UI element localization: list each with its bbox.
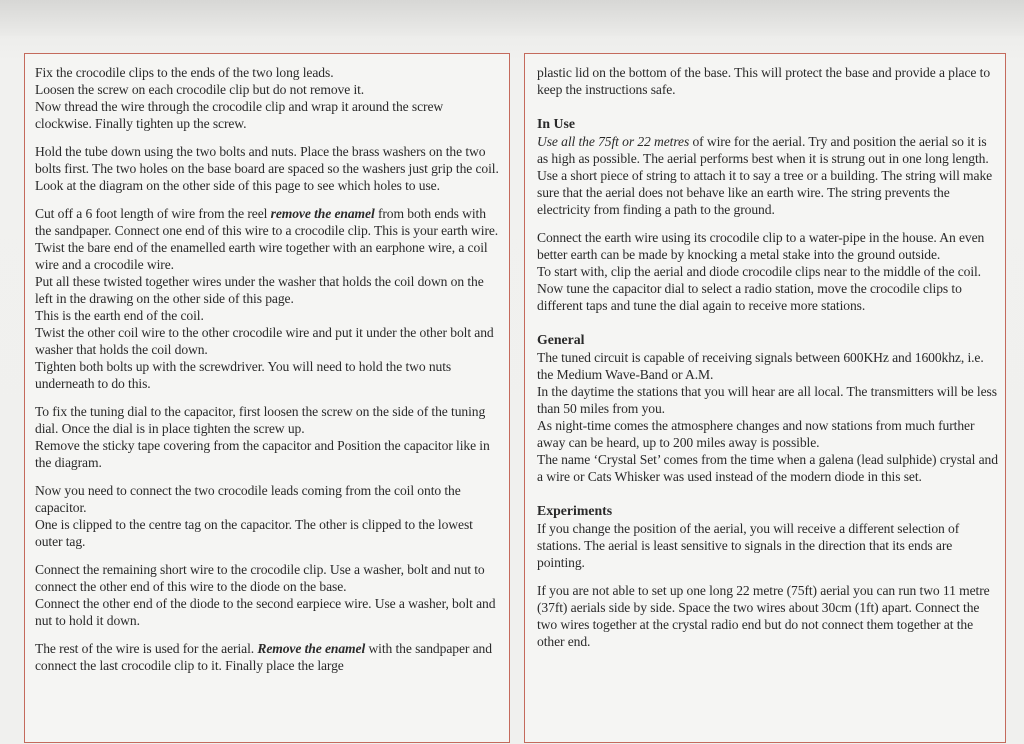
text-line: To fix the tuning dial to the capacitor, first loosen the screw on the side of the tuning dial. Once the dial is in place tighten the screw up. — [35, 404, 486, 436]
text-line: To start with, clip the aerial and diode crocodile clips near to the middle of the coil. Now tune the capacitor dial to select a radio station, move the crocodile clips to different taps and tune the dial again to receive more stations. — [537, 264, 981, 313]
left-instruction-panel — [24, 53, 510, 743]
section-heading-general: General — [537, 332, 585, 347]
italic-text: Use all the 75ft or 22 metres — [537, 134, 690, 149]
page-fold-shadow — [0, 0, 1024, 36]
text-line: This is the earth end of the coil. — [35, 308, 204, 323]
paragraph-experiments-2: If you are not able to set up one long 22 metre (75ft) aerial you can run two 11 metre (37ft) aerials side by side. Space the two wires about 30cm (1ft) apart. Connect the two wires together at the crystal radio end but do not connect them together at the other end. — [537, 583, 990, 649]
paragraph-crocodile-clips — [35, 64, 501, 132]
text-line: Tighten both bolts up with the screwdriver. You will need to hold the two nuts underneath to do this. — [35, 359, 452, 391]
emphasis-text: remove the enamel — [270, 206, 375, 221]
text-line: One is clipped to the centre tag on the capacitor. The other is clipped to the lowest outer tag. — [35, 517, 473, 549]
paragraph-earth-connection — [537, 229, 999, 314]
section-heading-experiments: Experiments — [537, 503, 613, 518]
text-line: Use all the 75ft or 22 metres of wire for the aerial. Try and position the aerial so it is as high as possible. The aerial performs best when it is strung out in one long length. — [537, 134, 989, 166]
paragraph-plastic-lid: plastic lid on the bottom of the base. This will protect the base and provide a place to keep the instructions safe. — [537, 65, 991, 97]
text-line: Fix the crocodile clips to the ends of the two long leads. — [35, 65, 334, 80]
text-line: As night-time comes the atmosphere changes and now stations from much further away can be heard, up to 200 miles away is possible. — [537, 418, 975, 450]
paragraph-earth-wire — [35, 205, 501, 392]
text-line: The tuned circuit is capable of receiving signals between 600KHz and 1600khz, i.e. the Medium Wave-Band or A.M. — [537, 350, 984, 382]
paragraph-tube-bolts: Hold the tube down using the two bolts and nuts. Place the brass washers on the two bolts first. The two holes on the base board are spaced so the washers just grip the coil. Look at the diagram on the other side of this page to see which holes to use. — [35, 144, 499, 193]
text-line: Cut off a 6 foot length of wire from the reel remove the enamel from both ends with the sandpaper. Connect one end of this wire to a crocodile clip. This is your earth wire. — [35, 206, 499, 238]
text-line: Connect the other end of the diode to the second earpiece wire. Use a washer, bolt and nut to hold it down. — [35, 596, 496, 628]
text-line: Connect the remaining short wire to the crocodile clip. Use a washer, bolt and nut to connect the other end of this wire to the diode on the base. — [35, 562, 485, 594]
text-line: Loosen the screw on each crocodile clip but do not remove it. — [35, 82, 365, 97]
emphasis-text: Remove the enamel — [257, 641, 366, 656]
text-line: Twist the bare end of the enamelled earth wire together with an earphone wire, a coil wire and a crocodile wire. — [35, 240, 488, 272]
paragraph-aerial-wire: The rest of the wire is used for the aerial. Remove the enamel with the sandpaper and connect the last crocodile clip to it. Finally place the large — [35, 641, 492, 673]
paragraph-diode — [35, 561, 501, 629]
paragraph-capacitor-leads — [35, 482, 501, 550]
section-heading-in-use: In Use — [537, 116, 575, 131]
text-line: The name ‘Crystal Set’ comes from the time when a galena (lead sulphide) crystal and a wire or Cats Whisker was used instead of the modern diode in this set. — [537, 452, 998, 484]
text-line: Now you need to connect the two crocodile leads coming from the coil onto the capacitor. — [35, 483, 461, 515]
right-instruction-panel — [524, 53, 1006, 743]
text-line: Remove the sticky tape covering from the capacitor and Position the capacitor like in the diagram. — [35, 438, 490, 470]
paragraph-experiments-1: If you change the position of the aerial, you will receive a different selection of stations. The aerial is least sensitive to signals in the direction that its ends are pointing. — [537, 521, 960, 570]
text-line: Put all these twisted together wires under the washer that holds the coil down on the left in the drawing on the other side of this page. — [35, 274, 484, 306]
text-line: Now thread the wire through the crocodile clip and wrap it around the screw clockwise. Finally tighten up the screw. — [35, 99, 444, 131]
text-line: In the daytime the stations that you will hear are all local. The transmitters will be less than 50 miles from you. — [537, 384, 997, 416]
text-line: Use a short piece of string to attach it to say a tree or a building. The string will make sure that the aerial does not behave like an earth wire. The string prevents the electricity from finding a path to the ground. — [537, 168, 993, 217]
paragraph-aerial-use — [537, 133, 999, 218]
text-line: Connect the earth wire using its crocodile clip to a water-pipe in the house. An even better earth can be made by knocking a metal stake into the ground outside. — [537, 230, 985, 262]
paragraph-tuning-dial — [35, 403, 501, 471]
paragraph-general — [537, 349, 999, 485]
text-line: Twist the other coil wire to the other crocodile wire and put it under the other bolt and washer that holds the coil down. — [35, 325, 494, 357]
